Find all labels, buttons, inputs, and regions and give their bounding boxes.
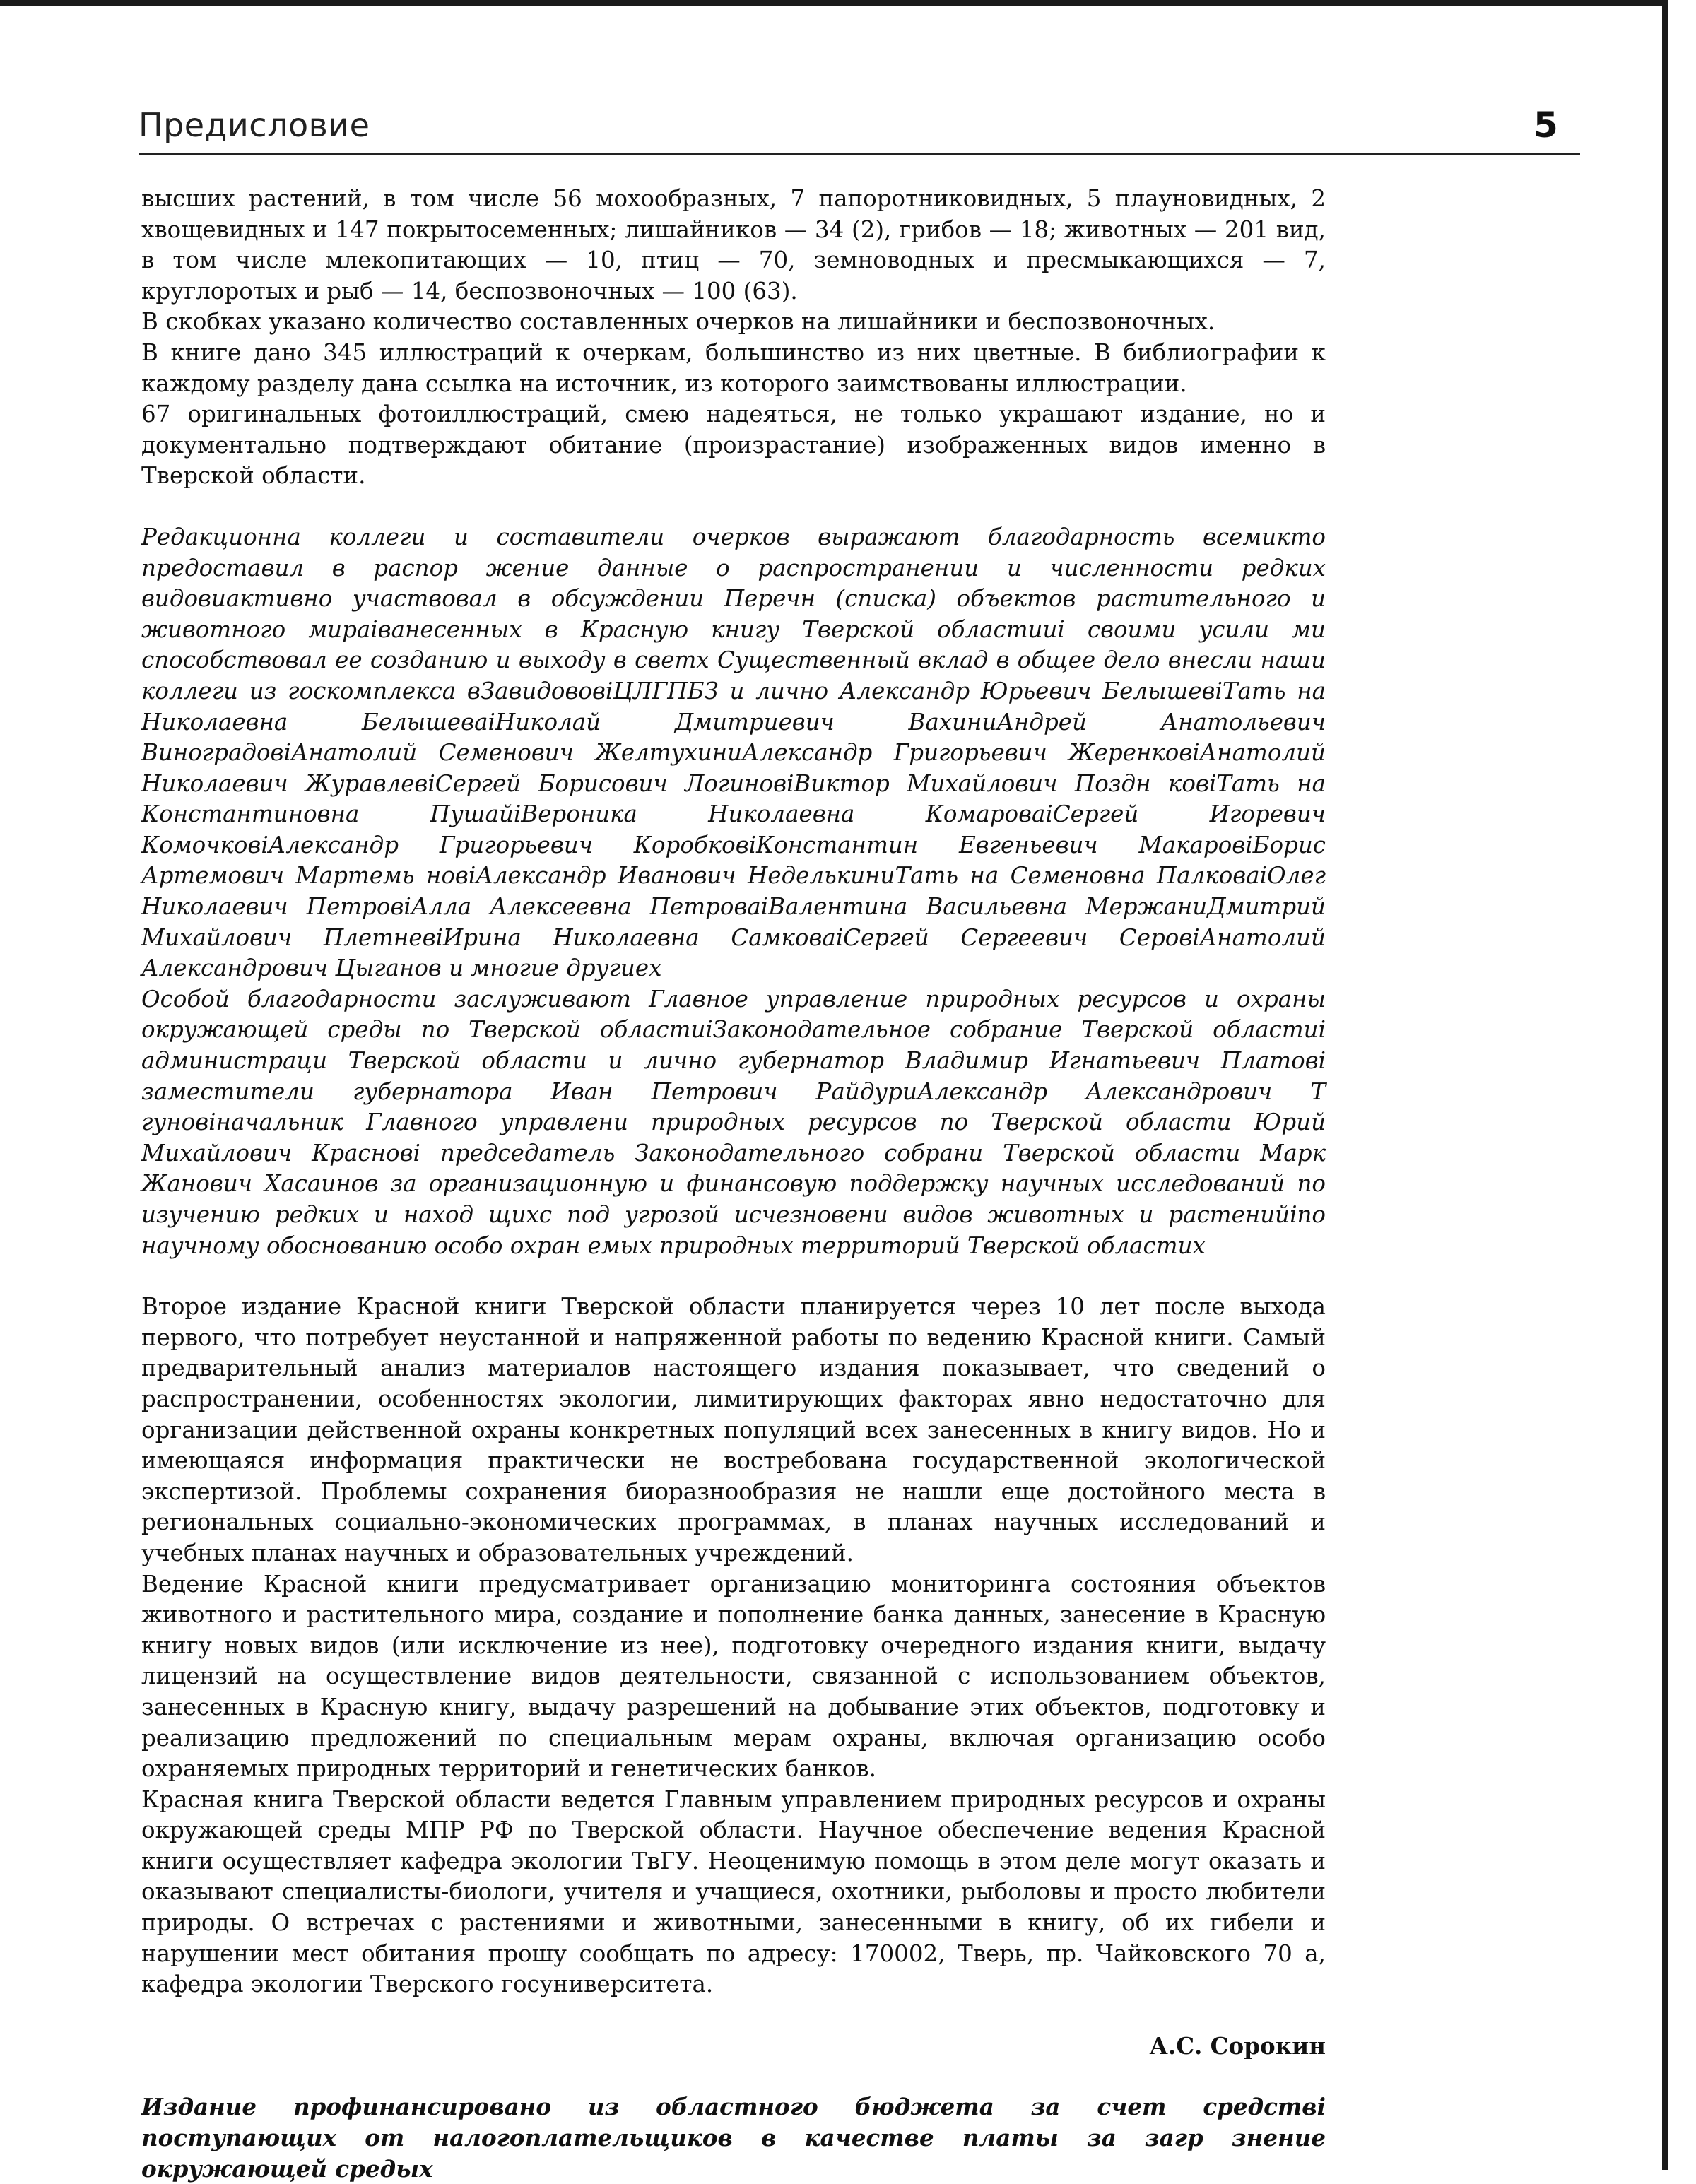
- header-divider: [139, 153, 1580, 155]
- author-signature: А.С. Сорокин: [1149, 2031, 1326, 2060]
- paragraph-brackets-note: В скобках указано количество составленных очерков на лишайники и беспозвоночных.: [141, 308, 1215, 336]
- paragraph-species-counts: высших растений, в том числе 56 мохообразных, 7 папоротниковидных, 5 плауновидных, 2 хвощевидных и 147 покрытосеменных; лишайников — 34 (2), грибов — 18; животных — 201 вид, в том числе млекопитающих — 10, птиц — 70, земноводных и пресмыкающихся — 7, круглоротых и рыб — 14, беспозвоночных — 100 (63).: [141, 185, 1326, 305]
- page-border-right: [1662, 0, 1668, 2170]
- paragraph-photo-illustrations: 67 оригинальных фотоиллюстраций, смею надеяться, не только украшают издание, но и документально подтверждают обитание (произрастание) изображенных видов именно в Тверской области.: [141, 401, 1326, 490]
- page-border-top: [0, 0, 1668, 6]
- paragraph-contact: Красная книга Тверской области ведется Главным управлением природных ресурсов и охраны окружающей среды МПР РФ по Тверской области. Научное обеспечение ведения Красной книги осуществляет кафедра экологии ТвГУ. Неоценимую помощь в этом деле могут оказать и оказывают специалисты-биологи, учителя и учащиеся, охотники, рыболовы и просто любители природы. О встречах с растениями и животными, занесенными в книгу, об их гибели и нарушении мест обитания прошу сообщать по адресу: 170002, Тверь, пр. Чайковского 70 а, кафедра экологии Тверского госуниверситета.: [141, 1785, 1326, 1998]
- paragraph-second-edition: Второе издание Красной книги Тверской области планируется через 10 лет после выхода первого, что потребует неустанной и напряженной работы по ведению Красной книги. Самый предварительный анализ материалов настоящего издания показывает, что сведений о распространении, особенностях экологии, лимитирующих факторах явно недостаточно для организации действенной охраны конкретных популяций всех занесенных в книгу видов. Но и имеющаяся информация практически не востребована государственной экологической экспертизой. Проблемы сохранения биоразнообразия не нашли еще достойного места в региональных социально-экономических программах, в планах научных исследований и учебных планах научных и образовательных учреждений.: [141, 1293, 1326, 1566]
- paragraph-illustrations: В книге дано 345 иллюстраций к очеркам, большинство из них цветные. В библиографии к каждому разделу дана ссылка на источник, из которого заимствованы иллюстрации.: [141, 338, 1326, 397]
- paragraph-special-thanks: Особой благодарности заслуживают Главное управление природных ресурсов и охраны окружающей среды по Тверской областиiЗаконодательное собрание Тверской областиi администраци Тверской области и лично губернатор Владимир Игнатьевич Платовi заместители губернатора Иван Петрович РайдуриАлександр Александрович Т гуновiначальник Главного управлени природных ресурсов по Тверской области Юрий Михайлович Красновi председатель Законодательного собрани Тверской области Марк Жанович Хасаинов за организационную и финансовую поддержку научных исследований по изучению редких и наход щихс под угрозой исчезновени видов животных и растенийiпо научному обоснованию особо охран емых природных территорий Тверской областих: [141, 985, 1326, 1259]
- funding-note: Издание профинансировано из областного бюджета за счет средствi поступающих от налогоплательщиков в качестве платы за загр знение окружающей средых: [141, 2093, 1326, 2183]
- paragraph-acknowledgements: Редакционна коллеги и составители очерков выражают благодарность всемикто предоставил в распор жение данные о распространении и численности редких видовиактивно участвовал в обсуждении Перечн (списка) объектов растительного и животного мираiванесенных в Красную книгу Тверской областииi своими усили ми способствовал ее созданию и выходу в светх Существенный вклад в общее дело внесли наши коллеги из госкомплекса вЗавидововiЦЛГПБЗ и лично Александр Юрьевич БелышевiТать на Николаевна БелышевaiНиколай Дмитриевич ВахиниАндрей Анатольевич ВиноградовiАнатолий Семенович ЖелтухиниАлександр Григорьевич ЖеренковiАнатолий Николаевич ЖуравлевiСергей Борисович ЛогиновiВиктор Михайлович Поздн ковiТать на Константиновна ПушайiВероника Николаевна КомаровaiСергей Игоревич КомочковiАлександр Григорьевич КоробковiКонстантин Евгеньевич МакаровiБорис Артемович Мартемь новiАлександр Иванович НеделькиниТать на Семеновна ПалковaiОлег Николаевич ПетровiАлла Алексеевна ПетровaiВалентина Васильевна МержаниДмитрий Михайлович ПлетневiИрина Николаевна СамковaiСергей Сергеевич СеровiАнатолий Александрович Цыганов и многие другиех: [141, 523, 1326, 982]
- body-text: [141, 184, 1326, 2184]
- paragraph-maintenance: Ведение Красной книги предусматривает организацию мониторинга состояния объектов животного и растительного мира, создание и пополнение банка данных, занесение в Красную книгу новых видов (или исключение из нее), подготовку очередного издания книги, выдачу лицензий на осуществление видов деятельности, связанной с использованием объектов, занесенных в Красную книгу, выдачу разрешений на добывание этих объектов, подготовку и реализацию предложений по специальным мерам охраны, включая организацию особо охраняемых природных территорий и генетических банков.: [141, 1570, 1326, 1783]
- running-header-title: Предисловие: [139, 106, 370, 144]
- page-number: 5: [1533, 105, 1558, 146]
